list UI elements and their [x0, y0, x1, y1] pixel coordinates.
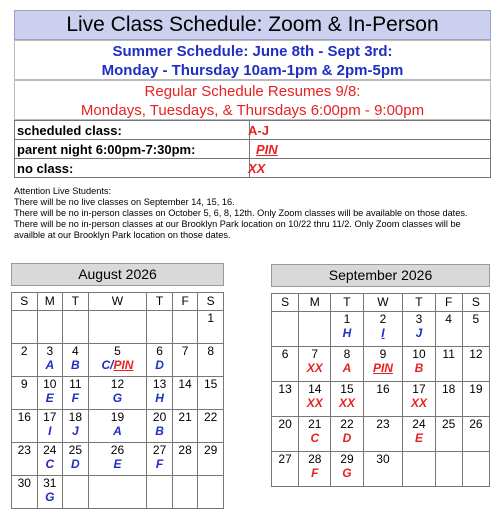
- day-number: 23: [376, 417, 390, 431]
- day-number: 13: [152, 377, 167, 391]
- class-code: H: [155, 391, 164, 405]
- day-number: 9: [20, 377, 28, 391]
- day-number: 20: [152, 410, 167, 424]
- calendar-week-row: [272, 452, 490, 487]
- calendar-august: [11, 292, 224, 509]
- day-number: 7: [311, 347, 319, 361]
- calendar-day-cell: [37, 410, 63, 443]
- day-number: 17: [412, 382, 426, 396]
- weekday-label: M: [37, 293, 63, 311]
- class-code: C: [310, 431, 320, 445]
- page-title: Live Class Schedule: Zoom & In-Person: [14, 10, 491, 40]
- day-number: 12: [469, 347, 483, 361]
- calendar-day-cell: [462, 382, 489, 417]
- note-line: There will be no live classes on September 14, 15, 16.: [14, 197, 235, 207]
- weekday-label: T: [63, 293, 89, 311]
- day-number: 4: [71, 344, 79, 358]
- calendar-day-cell: [363, 452, 403, 487]
- calendar-day-cell: [147, 344, 173, 377]
- calendar-day-cell: [299, 382, 331, 417]
- calendar-day-cell: [88, 443, 147, 476]
- weekday-label: S: [12, 293, 38, 311]
- day-number: 14: [178, 377, 192, 391]
- class-code: G: [45, 490, 55, 504]
- day-number: 5: [472, 312, 480, 326]
- day-number: 27: [152, 443, 167, 457]
- calendar-day-cell: [12, 377, 38, 410]
- calendar-day-cell: [331, 417, 363, 452]
- calendar-day-cell: [403, 452, 435, 487]
- day-number: 29: [340, 452, 354, 466]
- calendar-day-cell: [63, 476, 89, 509]
- calendar-day-cell: [63, 344, 89, 377]
- class-code: PIN: [372, 361, 393, 375]
- regular-schedule-line1: Regular Schedule Resumes 9/8:: [144, 83, 361, 100]
- day-number: 16: [376, 382, 390, 396]
- calendar-day-cell: [435, 312, 462, 347]
- class-code: H: [342, 326, 352, 340]
- class-code: XX: [306, 361, 323, 375]
- day-number: 27: [278, 452, 292, 466]
- day-number: 18: [68, 410, 82, 424]
- day-number: 30: [376, 452, 390, 466]
- day-number: 12: [110, 377, 125, 391]
- calendar-day-cell: [37, 377, 63, 410]
- weekday-label: S: [272, 294, 299, 312]
- calendar-day-cell: [63, 311, 89, 344]
- class-code: F: [311, 466, 319, 480]
- day-number: 2: [379, 312, 387, 326]
- day-number: 15: [204, 377, 218, 391]
- day-number: 22: [340, 417, 354, 431]
- calendar-day-cell: [147, 476, 173, 509]
- weekday-header-row: [12, 293, 224, 311]
- calendar-day-cell: [403, 417, 435, 452]
- class-code: A: [342, 361, 352, 375]
- day-number: 10: [43, 377, 57, 391]
- legend-value: [250, 121, 491, 140]
- weekday-label: T: [403, 294, 435, 312]
- day-number: 26: [469, 417, 483, 431]
- day-number: 19: [110, 410, 125, 424]
- calendar-day-cell: [198, 377, 224, 410]
- calendar-week-row: [12, 377, 224, 410]
- calendar-day-cell: [299, 452, 331, 487]
- calendar-day-cell: [172, 410, 198, 443]
- calendar-day-cell: [37, 443, 63, 476]
- calendar-day-cell: [299, 312, 331, 347]
- day-number: 15: [340, 382, 354, 396]
- calendar-week-row: [12, 443, 224, 476]
- class-code: XX: [410, 396, 427, 410]
- day-number: 31: [43, 476, 57, 490]
- calendar-day-cell: [299, 417, 331, 452]
- calendar-day-cell: [172, 443, 198, 476]
- calendar-day-cell: [331, 382, 363, 417]
- day-number: 22: [204, 410, 218, 424]
- summer-schedule-box: [14, 40, 491, 80]
- calendar-day-cell: [198, 476, 224, 509]
- legend-row-scheduled: [15, 121, 491, 140]
- class-code: D: [70, 457, 80, 471]
- calendar-day-cell: [299, 347, 331, 382]
- day-number: 25: [68, 443, 82, 457]
- class-code: I: [381, 326, 385, 340]
- calendar-day-cell: [147, 377, 173, 410]
- day-number: 30: [17, 476, 31, 490]
- class-code: I: [48, 424, 52, 438]
- day-number: 7: [181, 344, 189, 358]
- day-number: 24: [412, 417, 426, 431]
- day-number: 1: [343, 312, 351, 326]
- class-code: A: [113, 424, 122, 438]
- weekday-label: F: [172, 293, 198, 311]
- day-number: 29: [204, 443, 218, 457]
- calendar-week-row: [12, 476, 224, 509]
- day-number: 13: [278, 382, 292, 396]
- day-number: 28: [178, 443, 192, 457]
- calendar-week-row: [272, 347, 490, 382]
- legend-label: no class:: [15, 159, 250, 178]
- legend-code-parent-night: PIN: [256, 141, 278, 157]
- note-line: There will be no in-person classes at our Brooklyn Park location on 10/22 thru 11/2. Only Zoom classes will be availble at our Brooklyn Park location on those dates.: [14, 219, 461, 240]
- attention-notes: [14, 186, 491, 241]
- calendar-day-cell: [37, 311, 63, 344]
- day-number: 3: [46, 344, 54, 358]
- class-code: XX: [338, 396, 355, 410]
- calendar-week-row: [272, 382, 490, 417]
- calendar-day-cell: [12, 344, 38, 377]
- class-code: B: [70, 358, 80, 372]
- calendar-day-cell: [198, 311, 224, 344]
- weekday-label: W: [88, 293, 147, 311]
- calendar-week-row: [272, 312, 490, 347]
- calendar-title-august: August 2026: [11, 263, 224, 286]
- calendar-day-cell: [172, 344, 198, 377]
- calendar-day-cell: [272, 452, 299, 487]
- calendar-day-cell: [172, 311, 198, 344]
- calendar-day-cell: [272, 312, 299, 347]
- day-number: 19: [469, 382, 483, 396]
- regular-schedule-line2: Mondays, Tuesdays, & Thursdays 6:00pm - 9:00pm: [80, 102, 425, 119]
- calendar-day-cell: [403, 382, 435, 417]
- legend-code-scheduled: A-J: [248, 122, 269, 138]
- calendar-day-cell: [37, 476, 63, 509]
- day-number: 6: [156, 344, 163, 358]
- calendar-week-row: [12, 344, 224, 377]
- calendar-day-cell: [12, 410, 38, 443]
- calendar-day-cell: [198, 443, 224, 476]
- legend-label: parent night 6:00pm-7:30pm:: [15, 140, 250, 159]
- calendar-day-cell: [198, 410, 224, 443]
- calendar-day-cell: [63, 443, 89, 476]
- calendar-day-cell: [462, 417, 489, 452]
- class-code: D: [155, 358, 164, 372]
- weekday-header-row: [272, 294, 490, 312]
- calendar-day-cell: [63, 410, 89, 443]
- day-number: 20: [278, 417, 292, 431]
- weekday-label: M: [299, 294, 331, 312]
- class-code: E: [113, 457, 122, 471]
- calendar-september: [271, 293, 490, 487]
- day-number: 11: [69, 377, 82, 391]
- calendar-day-cell: [272, 417, 299, 452]
- legend-code-no-class: XX: [248, 160, 266, 176]
- class-code: XX: [306, 396, 323, 410]
- calendar-week-row: [12, 311, 224, 344]
- calendar-day-cell: [363, 417, 403, 452]
- calendar-day-cell: [363, 382, 403, 417]
- weekday-label: F: [435, 294, 462, 312]
- day-number: 10: [412, 347, 426, 361]
- day-number: 23: [17, 443, 31, 457]
- day-number: 26: [110, 443, 125, 457]
- day-number: 14: [308, 382, 322, 396]
- weekday-label: T: [331, 294, 363, 312]
- legend-row-no-class: [15, 159, 491, 178]
- calendar-day-cell: [363, 347, 403, 382]
- legend-row-parent-night: [15, 140, 491, 159]
- weekday-label: S: [198, 293, 224, 311]
- regular-schedule-box: [14, 80, 491, 120]
- day-number: 21: [178, 410, 192, 424]
- calendar-day-cell: [12, 311, 38, 344]
- day-number: 9: [379, 347, 387, 361]
- calendar-day-cell: [63, 377, 89, 410]
- weekday-label: W: [363, 294, 403, 312]
- day-number: 25: [441, 417, 456, 431]
- calendar-day-cell: [88, 311, 147, 344]
- day-number: 16: [17, 410, 31, 424]
- calendar-day-cell: [331, 347, 363, 382]
- calendar-day-cell: [88, 344, 147, 377]
- note-line: There will be no in-person classes on October 5, 6, 8, 12th. Only Zoom classes will be available on those dates.: [14, 208, 468, 218]
- day-number: 1: [207, 311, 215, 325]
- calendar-day-cell: [198, 344, 224, 377]
- calendar-week-row: [12, 410, 224, 443]
- calendar-day-cell: [12, 476, 38, 509]
- calendar-day-cell: [403, 347, 435, 382]
- summer-schedule-line1: Summer Schedule: June 8th - Sept 3rd:: [112, 43, 393, 60]
- calendar-day-cell: [172, 377, 198, 410]
- legend-label: scheduled class:: [15, 121, 250, 140]
- calendar-day-cell: [462, 347, 489, 382]
- calendar-week-row: [272, 417, 490, 452]
- calendar-day-cell: [172, 476, 198, 509]
- calendar-day-cell: [12, 443, 38, 476]
- calendar-day-cell: [462, 312, 489, 347]
- class-code: F: [71, 391, 79, 405]
- calendar-day-cell: [435, 452, 462, 487]
- class-code: F: [155, 457, 164, 471]
- calendar-day-cell: [331, 452, 363, 487]
- legend-table: [14, 120, 491, 178]
- day-number: 24: [43, 443, 57, 457]
- class-code: G: [342, 466, 352, 480]
- day-number: 8: [207, 344, 215, 358]
- day-number: 17: [43, 410, 57, 424]
- day-number: 8: [343, 347, 351, 361]
- calendar-day-cell: [272, 347, 299, 382]
- class-code: E: [45, 391, 54, 405]
- weekday-label: S: [462, 294, 489, 312]
- class-code: G: [112, 391, 123, 405]
- calendar-day-cell: [462, 452, 489, 487]
- class-code: J: [415, 326, 423, 340]
- class-code: C: [45, 457, 55, 471]
- day-number: 11: [442, 347, 455, 361]
- calendar-day-cell: [88, 410, 147, 443]
- calendar-day-cell: [88, 476, 147, 509]
- calendar-day-cell: [147, 443, 173, 476]
- class-code: E: [414, 431, 423, 445]
- legend-value: [250, 159, 491, 178]
- day-number: 18: [441, 382, 456, 396]
- class-code: J: [71, 424, 79, 438]
- day-number: 2: [20, 344, 28, 358]
- calendar-day-cell: [147, 311, 173, 344]
- class-code: B: [414, 361, 424, 375]
- calendar-day-cell: [363, 312, 403, 347]
- notes-heading: Attention Live Students:: [14, 186, 112, 196]
- class-code: B: [155, 424, 164, 438]
- calendar-day-cell: [272, 382, 299, 417]
- calendar-day-cell: [435, 417, 462, 452]
- calendar-day-cell: [403, 312, 435, 347]
- weekday-label: T: [147, 293, 173, 311]
- class-code: C/PIN: [101, 358, 134, 372]
- day-number: 28: [308, 452, 322, 466]
- day-number: 3: [415, 312, 423, 326]
- calendar-title-september: September 2026: [271, 264, 490, 287]
- day-number: 4: [445, 312, 452, 326]
- day-number: 21: [308, 417, 322, 431]
- summer-schedule-line2: Monday - Thursday 10am-1pm & 2pm-5pm: [101, 62, 404, 79]
- day-number: 5: [114, 344, 121, 358]
- class-code: A: [45, 358, 55, 372]
- calendar-day-cell: [37, 344, 63, 377]
- calendar-day-cell: [435, 382, 462, 417]
- calendar-day-cell: [88, 377, 147, 410]
- legend-value: [250, 140, 491, 159]
- calendar-day-cell: [147, 410, 173, 443]
- calendar-day-cell: [331, 312, 363, 347]
- calendar-day-cell: [435, 347, 462, 382]
- class-code: D: [342, 431, 352, 445]
- day-number: 6: [281, 347, 289, 361]
